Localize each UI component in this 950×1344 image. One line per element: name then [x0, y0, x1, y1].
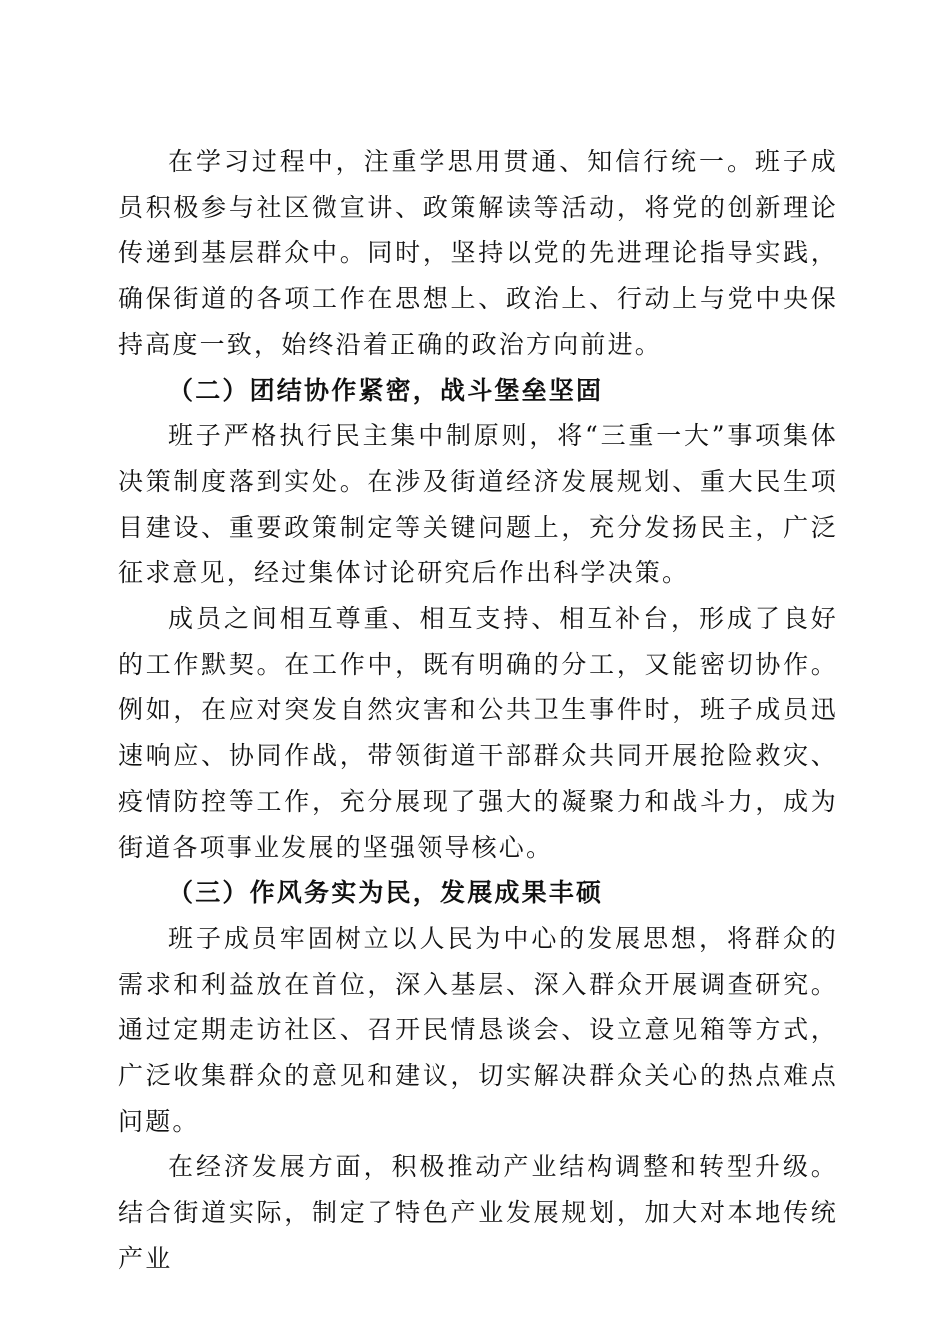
paragraph-democratic-centralism: 班子严格执行民主集中制原则，将“三重一大”事项集体决策制度落到实处。在涉及街道经济发展规划、重大民生项目建设、重要政策制定等关键问题上，充分发扬民主，广泛征求意见，经过集体讨论研究后作出科学决策。 — [118, 421, 838, 588]
paragraph-member-cooperation: 成员之间相互尊重、相互支持、相互补台，形成了良好的工作默契。在工作中，既有明确的分工，又能密切协作。例如，在应对突发自然灾害和公共卫生事件时，班子成员迅速响应、协同作战，带领街道干部群众共同开展抢险救灾、疫情防控等工作，充分展现了强大的凝聚力和战斗力，成为街道各项事业发展的坚强领导核心。 — [118, 604, 838, 862]
paragraph-people-centered: 班子成员牢固树立以人民为中心的发展思想，将群众的需求和利益放在首位，深入基层、深入群众开展调查研究。通过定期走访社区、召开民情恳谈会、设立意见箱等方式，广泛收集群众的意见和建议，切实解决群众关心的热点难点问题。 — [118, 923, 838, 1136]
paragraph-economic-development: 在经济发展方面，积极推动产业结构调整和转型升级。结合街道实际，制定了特色产业发展规划，加大对本地传统产业 — [118, 1152, 838, 1273]
section-heading-unity: （二）团结协作紧密，战斗堡垒坚固 — [168, 375, 604, 405]
section-heading-work-style: （三）作风务实为民，发展成果丰硕 — [168, 878, 604, 908]
document-body — [118, 139, 838, 1282]
paragraph-study-process: 在学习过程中，注重学思用贯通、知信行统一。班子成员积极参与社区微宣讲、政策解读等活动，将党的创新理论传递到基层群众中。同时，坚持以党的先进理论指导实践，确保街道的各项工作在思想上、政治上、行动上与党中央保持高度一致，始终沿着正确的政治方向前进。 — [118, 147, 838, 359]
